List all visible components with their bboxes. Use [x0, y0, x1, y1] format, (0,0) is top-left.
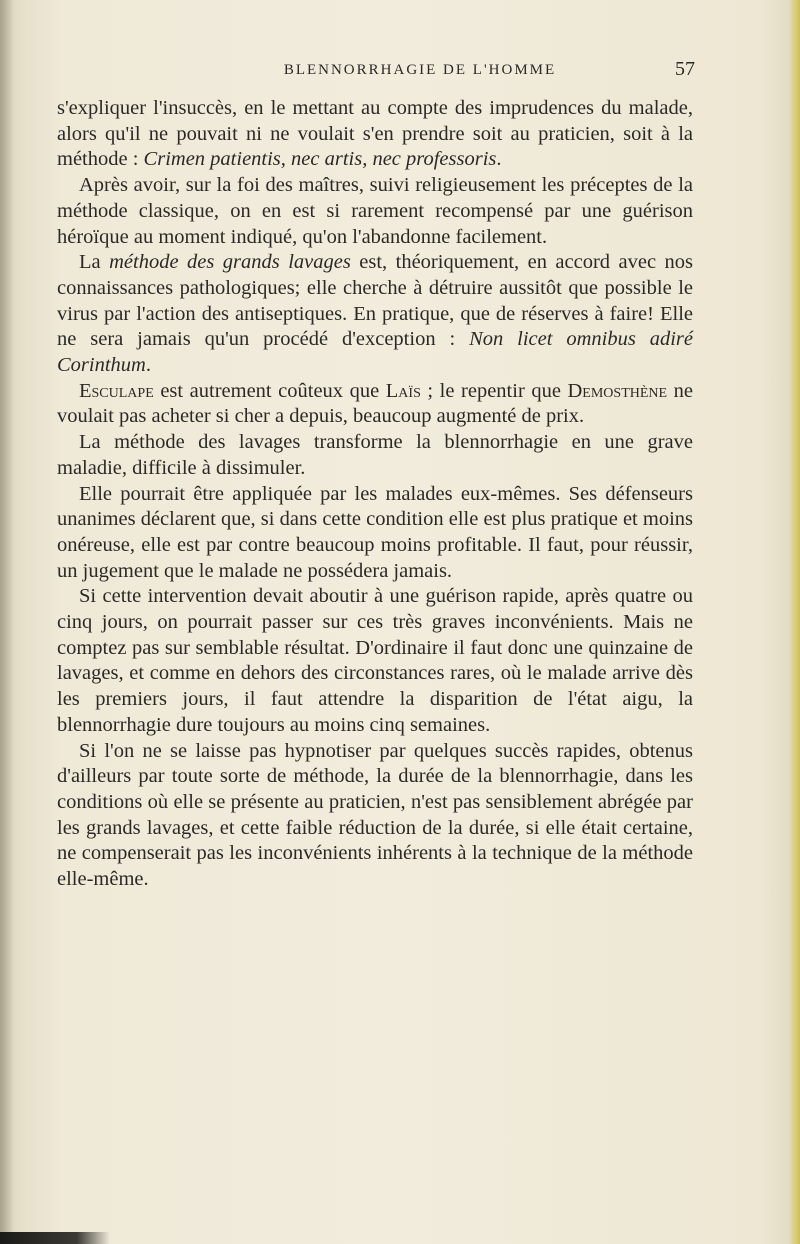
page-edge-stain	[789, 0, 800, 1244]
text-run: Elle pourrait être appliquée par les malades eux-mêmes. Ses défenseurs unanimes déclarent que, si dans cette condition elle est plus pratique et moins onéreuse, elle est par contre beaucoup moins profitable. Il faut, pour réussir, un jugement que le malade ne possédera jamais.	[57, 482, 693, 582]
paragraph	[57, 96, 693, 173]
paragraph	[57, 430, 693, 481]
text-run: s'expliquer l'insuccès, en le mettant au compte des imprudences du malade, alors qu'il ne pouvait ni ne voulait s'en prendre soit au praticien, soit à la méthode :	[57, 97, 693, 171]
italic-text: Non licet omnibus adiré Corinthum	[57, 328, 693, 377]
scan-edge-mark	[0, 1232, 110, 1244]
text-run: ; le repentir que	[420, 379, 568, 402]
italic-text: Crimen patientis, nec artis, nec professoris	[143, 148, 497, 171]
running-header: BLENNORRHAGIE DE L'HOMME	[283, 62, 557, 78]
body-text	[57, 96, 693, 893]
text-run: .	[496, 148, 502, 171]
paragraph	[57, 482, 693, 585]
italic-text: méthode des grands lavages	[109, 251, 351, 274]
page-number: 57	[675, 58, 695, 80]
paragraph	[57, 584, 693, 738]
paragraph	[57, 739, 693, 893]
paragraph	[57, 250, 693, 379]
text-run: Si cette intervention devait aboutir à une guérison rapide, après quatre ou cinq jours, on pourrait passer sur ces très graves inconvénients. Mais ne comptez pas sur semblable résultat. D'ordinaire il faut donc une quinzaine de lavages, et comme en dehors des circonstances rares, où le malade arrive dès les premiers jours, il faut attendre la disparition de l'état aigu, la blennorrhagie dure toujours au moins cinq semaines.	[57, 585, 693, 736]
text-run: La méthode des lavages transforme la blennorrhagie en une grave maladie, difficile à dissimuler.	[57, 431, 693, 479]
page-gutter-shadow	[0, 0, 14, 1244]
text-run: est, théoriquement, en accord avec nos connaissances pathologiques; elle cherche à détruire aussitôt que possible le virus par l'action des antiseptiques. En pratique, que de réserves à faire! Elle ne sera jamais qu'un procédé d'exception :	[57, 251, 693, 351]
text-run: Après avoir, sur la foi des maîtres, suivi religieusement les préceptes de la méthode classique, on en est si rarement recompensé par une guérison héroïque au moment indiqué, qu'on l'abandonne facilement.	[57, 174, 693, 248]
smallcaps-name: Laïs	[385, 379, 421, 402]
paragraph	[57, 379, 693, 430]
text-run: Si l'on ne se laisse pas hypnotiser par quelques succès rapides, obtenus d'ailleurs par toute sorte de méthode, la durée de la blennorrhagie, dans les conditions où elle se présente au praticien, n'est pas sensiblement abrégée par les grands lavages, et cette faible réduction de la durée, si elle était certaine, ne compenserait pas les inconvénients inhérents à la technique de la méthode elle-même.	[57, 739, 693, 891]
text-run: est autrement coûteux que	[153, 379, 386, 402]
paragraph	[57, 173, 693, 250]
smallcaps-name: Esculape	[79, 379, 154, 402]
text-run: .	[145, 354, 151, 377]
text-run: La	[79, 251, 110, 274]
smallcaps-name: Demosthène	[567, 379, 668, 402]
text-run: ne voulait pas acheter si cher a depuis, beaucoup augmenté de prix.	[57, 379, 693, 428]
